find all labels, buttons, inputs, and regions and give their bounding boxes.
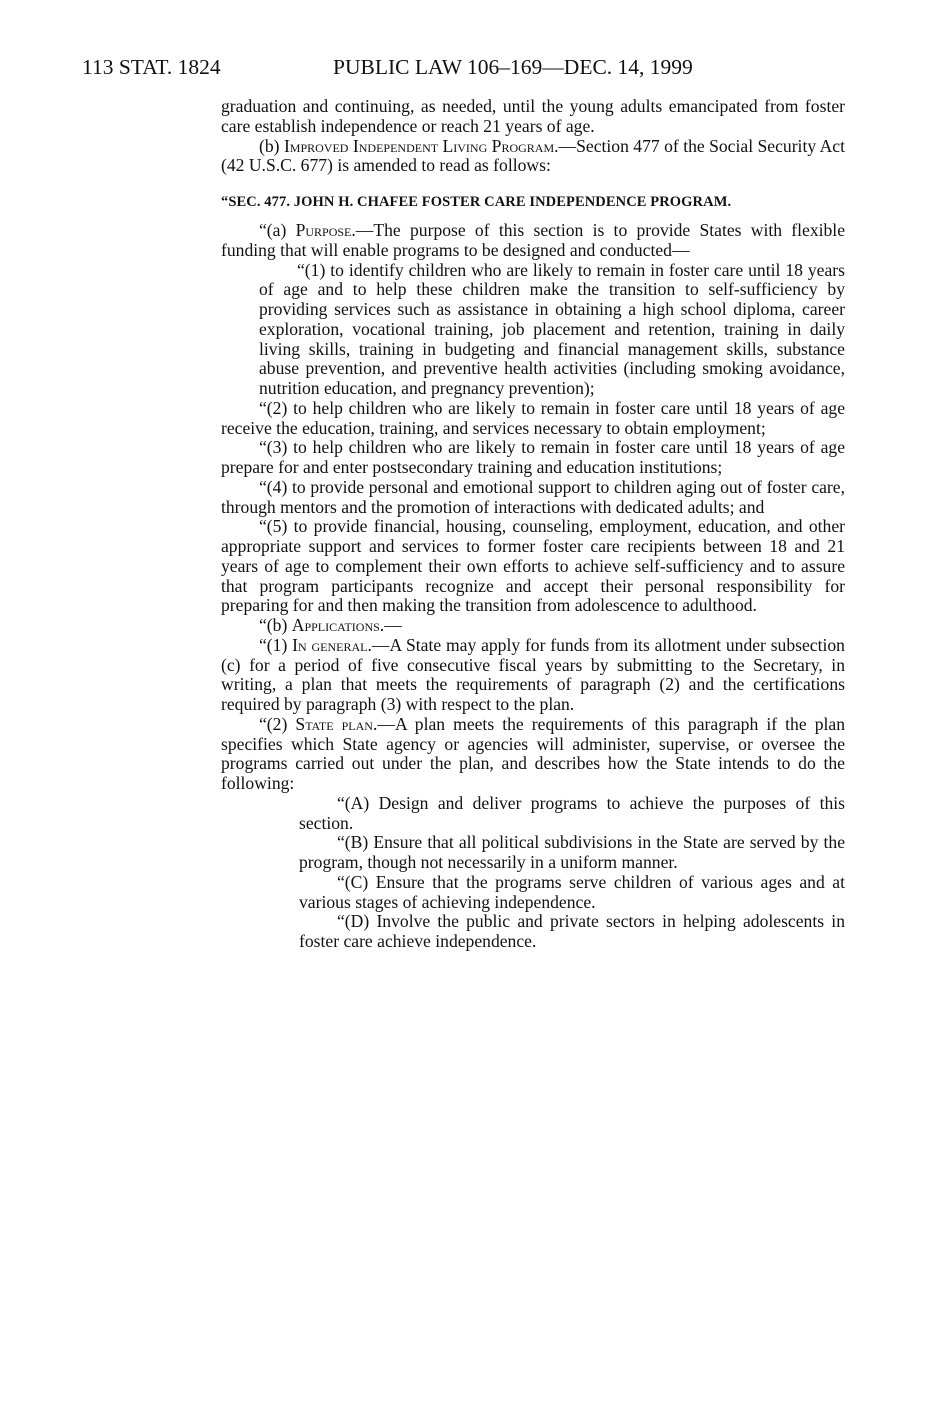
paragraph-purpose	[221, 221, 845, 261]
paragraph-purpose-4	[221, 478, 845, 518]
paragraph-text: —	[384, 615, 402, 635]
paragraph-plan-d	[299, 912, 845, 952]
paragraph-text: “(A) Design and deliver programs to achieve the purposes of this section.	[299, 792, 845, 833]
paragraph-continuation	[221, 97, 845, 137]
paragraph-applications	[221, 616, 845, 636]
paragraph-text: graduation and continuing, as needed, until the young adults emancipated from foster care establish independence or reach 21 years of age.	[221, 96, 845, 136]
page-header	[82, 52, 842, 82]
section-heading: “SEC. 477. JOHN H. CHAFEE FOSTER CARE INDEPENDENCE PROGRAM.	[221, 194, 732, 210]
paragraph-label: Purpose.	[295, 220, 356, 240]
paragraph-lead: “(2)	[259, 713, 296, 734]
paragraph-text: “(2) to help children who are likely to remain in foster care until 18 years of age receive the education, training, and services necessary to obtain employment;	[221, 397, 845, 438]
paragraph-lead: “(1)	[259, 634, 293, 655]
paragraph-plan-c	[299, 873, 845, 913]
paragraph-lead: “(a)	[259, 220, 296, 240]
paragraph-text: —A State may apply for funds from its allotment under subsection (c) for a period of five consecutive fiscal years by submitting to the Secretary, in writing, a plan that meets the requirements of paragraph (2) and the certifications required by paragraph (3) with respect to the plan.	[221, 634, 845, 714]
paragraph-purpose-3	[221, 438, 845, 478]
paragraph-in-general	[221, 636, 845, 715]
paragraph-plan-a	[299, 794, 845, 834]
paragraph-label: Improved Independent Living Program.	[283, 135, 559, 156]
paragraph-purpose-2	[221, 399, 845, 439]
paragraph-plan-b	[299, 833, 845, 873]
paragraph-improved-independent-living	[221, 137, 845, 177]
stat-page-number: 113 STAT. 1824	[82, 55, 221, 79]
paragraph-state-plan	[221, 715, 845, 794]
paragraph-lead: (b)	[259, 135, 284, 156]
paragraph-text: “(4) to provide personal and emotional support to children aging out of foster care, through mentors and the promotion of interactions with dedicated adults; and	[221, 476, 845, 517]
paragraph-text: “(C) Ensure that the programs serve children of various ages and at various stages of achieving independence.	[299, 871, 845, 912]
paragraph-lead: “(b)	[259, 615, 292, 635]
paragraph-purpose-1	[259, 261, 845, 399]
paragraph-text: “(1) to identify children who are likely to remain in foster care until 18 years of age and to help these children make the transition to self-sufficiency by providing services such as assistance in obtaining a high school diploma, career exploration, vocational training, job placement and retention, training in daily living skills, training in budgeting and financial management skills, substance abuse prevention, and preventive health activities (including smoking avoidance, nutrition education, and pregnancy prevention);	[259, 259, 845, 398]
paragraph-text: —The purpose of this section is to provide States with flexible funding that will enable programs to be designed and conducted—	[221, 220, 846, 260]
paragraph-text: —A plan meets the requirements of this paragraph if the plan specifies which State agency or agencies will administer, supervise, or oversee the programs carried out under the plan, and describes how the State intends to do the following:	[221, 713, 845, 793]
paragraph-text: —Section 477 of the Social Security Act (42 U.S.C. 677) is amended to read as follows:	[221, 135, 845, 176]
paragraph-purpose-5	[221, 517, 845, 616]
law-title: PUBLIC LAW 106–169—DEC. 14, 1999	[333, 55, 693, 79]
document-body	[221, 97, 845, 952]
paragraph-text: “(5) to provide financial, housing, counseling, employment, education, and other appropriate support and services to former foster care recipients between 18 and 21 years of age to complement their own efforts to achieve self-sufficiency and to assure that program participants recognize and accept their personal responsibility for preparing for and then making the transition from adolescence to adulthood.	[221, 516, 845, 616]
paragraph-label: State plan.	[295, 713, 378, 734]
paragraph-text: “(3) to help children who are likely to remain in foster care until 18 years of age prepare for and enter postsecondary training and education institutions;	[221, 437, 845, 477]
paragraph-label: Applications.	[291, 615, 385, 635]
paragraph-label: In general.	[292, 634, 372, 655]
paragraph-text: “(B) Ensure that all political subdivisions in the State are served by the program, though not necessarily in a uniform manner.	[299, 832, 845, 872]
paragraph-text: “(D) Involve the public and private sectors in helping adolescents in foster care achieve independence.	[299, 911, 845, 951]
